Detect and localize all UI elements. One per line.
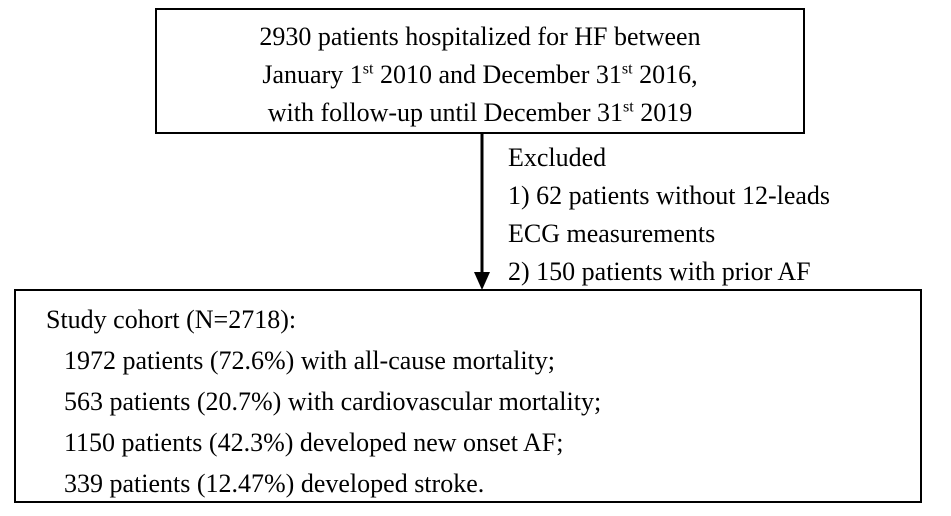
study-cohort-item-3: 1150 patients (42.3%) developed new onset AF; <box>64 428 564 457</box>
study-cohort-box <box>14 289 922 503</box>
exclusion-item-1: 1) 62 patients without 12-leads <box>508 181 831 210</box>
exclusion-item-2: 2) 150 patients with prior AF <box>508 257 811 286</box>
exclusion-annotations <box>508 139 948 291</box>
top-box-line-3-part-b: 2019 <box>633 98 693 127</box>
ordinal-suffix-st-3: st <box>623 98 634 116</box>
ordinal-suffix-st-1: st <box>362 60 374 78</box>
downward-arrow-icon <box>470 134 494 290</box>
top-box-line-2-part-b: 2010 and December 31 <box>373 60 622 89</box>
top-box-line-1: 2930 patients hospitalized for HF between <box>259 22 701 51</box>
top-cohort-box <box>155 8 805 134</box>
study-cohort-item-1: 1972 patients (72.6%) with all-cause mortality; <box>64 346 555 375</box>
exclusion-item-1-continued: ECG measurements <box>508 219 716 248</box>
ordinal-suffix-st-2: st <box>621 60 633 78</box>
exclusion-heading: Excluded <box>508 143 607 172</box>
top-box-line-2-part-a: January 1 <box>262 60 363 89</box>
study-cohort-heading: Study cohort (N=2718): <box>46 305 297 334</box>
top-box-line-2-part-c: 2016, <box>632 60 698 89</box>
top-box-line-2 <box>157 56 803 94</box>
top-box-line-3-part-a: with follow-up until December 31 <box>267 98 623 127</box>
study-cohort-item-2: 563 patients (20.7%) with cardiovascular mortality; <box>64 387 602 416</box>
top-box-line-3 <box>157 94 803 132</box>
study-cohort-item-4: 339 patients (12.47%) developed stroke. <box>64 469 485 498</box>
